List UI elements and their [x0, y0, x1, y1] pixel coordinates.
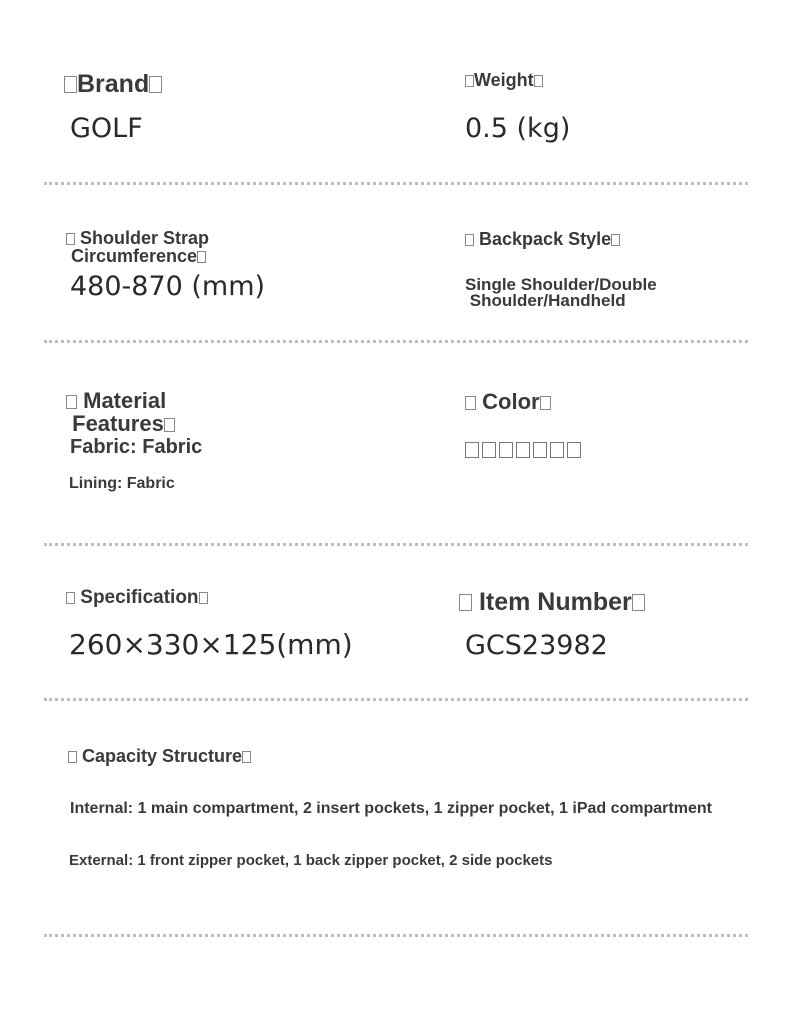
- item-number-label: Item Number: [459, 588, 645, 617]
- box-glyph-icon: [66, 395, 77, 409]
- box-glyph-icon: [540, 396, 551, 410]
- box-glyph-icon: [149, 76, 162, 93]
- box-glyph-icon: [66, 233, 75, 245]
- material-label: Material Features: [66, 389, 175, 435]
- weight-label: Weight: [465, 70, 543, 91]
- specification-value: 260×330×125(mm): [69, 628, 353, 661]
- color-swatch: [465, 442, 479, 458]
- box-glyph-icon: [164, 418, 175, 432]
- brand-label: Brand: [64, 70, 162, 99]
- section-divider: [44, 543, 748, 546]
- material-lining: Lining: Fabric: [69, 475, 175, 492]
- capacity-external: External: 1 front zipper pocket, 1 back zipper pocket, 2 side pockets: [69, 852, 553, 869]
- capacity-label: Capacity Structure: [68, 746, 251, 767]
- color-swatch: [516, 442, 530, 458]
- section-divider: [44, 182, 748, 185]
- box-glyph-icon: [199, 592, 208, 604]
- brand-value: GOLF: [70, 113, 143, 144]
- color-label: Color: [465, 389, 551, 415]
- specification-label: Specification: [66, 587, 208, 609]
- box-glyph-icon: [465, 234, 474, 246]
- box-glyph-icon: [68, 751, 77, 763]
- box-glyph-icon: [611, 234, 620, 246]
- color-swatch: [533, 442, 547, 458]
- shoulder-strap-value: 480-870 (mm): [70, 271, 266, 302]
- backpack-style-label: Backpack Style: [465, 229, 620, 250]
- color-swatch: [567, 442, 581, 458]
- color-swatches: [465, 442, 581, 458]
- item-number-value: GCS23982: [465, 630, 608, 661]
- color-swatch: [482, 442, 496, 458]
- box-glyph-icon: [465, 75, 474, 87]
- section-divider: [44, 340, 748, 343]
- box-glyph-icon: [66, 592, 75, 604]
- section-divider: [44, 934, 748, 937]
- box-glyph-icon: [459, 594, 472, 611]
- capacity-internal: Internal: 1 main compartment, 2 insert pockets, 1 zipper pocket, 1 iPad compartment: [70, 800, 712, 817]
- weight-value: 0.5 (kg): [465, 113, 571, 144]
- box-glyph-icon: [534, 75, 543, 87]
- box-glyph-icon: [64, 76, 77, 93]
- shoulder-strap-label: Shoulder Strap Circumference: [66, 229, 209, 265]
- box-glyph-icon: [197, 251, 206, 263]
- section-divider: [44, 698, 748, 701]
- box-glyph-icon: [465, 396, 476, 410]
- material-fabric: Fabric: Fabric: [70, 436, 203, 458]
- color-swatch: [499, 442, 513, 458]
- color-swatch: [550, 442, 564, 458]
- box-glyph-icon: [632, 594, 645, 611]
- backpack-style-value: Single Shoulder/Double Shoulder/Handheld: [465, 275, 657, 310]
- box-glyph-icon: [242, 751, 251, 763]
